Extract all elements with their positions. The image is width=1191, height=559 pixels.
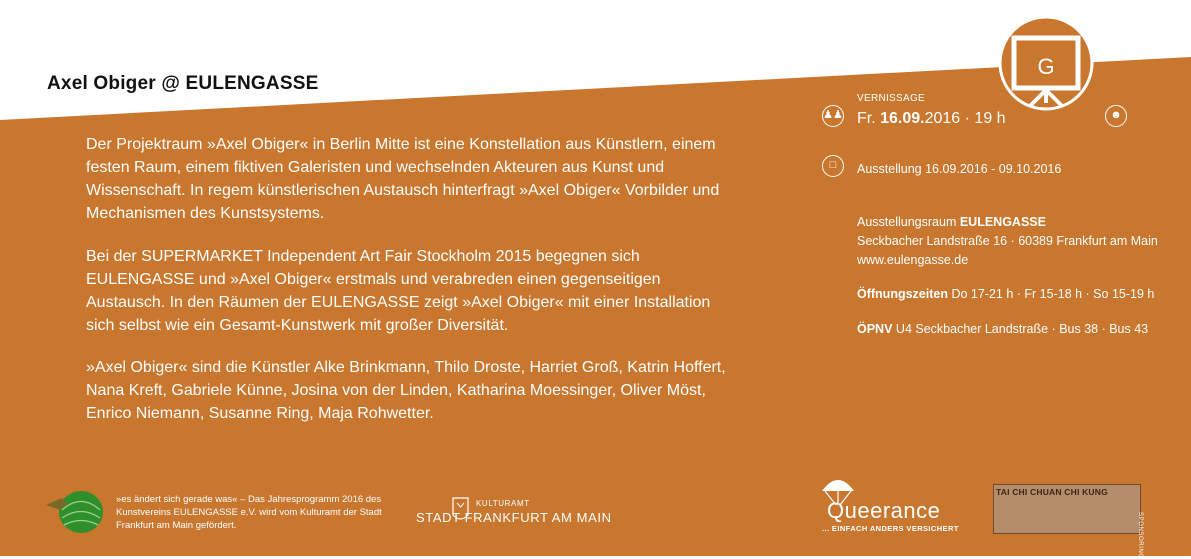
taichi-label: TAI CHI CHUAN CHI KUNG (996, 487, 1108, 497)
people-icon: ☻ (1105, 105, 1127, 127)
description-paragraph-1: Der Projektraum »Axel Obiger« in Berlin Mitte ist eine Konstellation aus Künstlern, einem festen Raum, einem fiktiven Galeristen und wechselnden Akteuren aus Kunst und Wissenschaft. In regem künstlerischen Austausch hinterfragt »Axel Obiger« Vorbilder und Mechanismen des Kunstsystems. (86, 136, 720, 222)
venue-prefix: Ausstellungsraum (857, 215, 957, 229)
eulengasse-logo (1000, 17, 1092, 109)
venue-line (857, 213, 1158, 232)
exhibition-dates: Ausstellung 16.09.2016 - 09.10.2016 (857, 162, 1062, 176)
public-transport (857, 320, 1148, 339)
vernissage-date (857, 110, 1006, 128)
hours-label: Öffnungszeiten (857, 287, 948, 301)
description-paragraph-2: Bei der SUPERMARKET Independent Art Fair Stockholm 2015 begegnen sich EULENGASSE und »Axel Obiger« erstmals und verabreden einen gegenseitigen Austausch. In den Räumen der EULENGASSE zeigt »Axel Obiger« mit einer Installation sich selbst wie ein Gesamt-Kunstwerk mit großer Diversität. (86, 248, 711, 334)
venue-address: Seckbacher Landstraße 16 · 60389 Frankfurt am Main (857, 234, 1158, 248)
hours-value: Do 17-21 h · Fr 15-18 h · So 15-19 h (951, 287, 1155, 301)
logo-letter: G (1037, 54, 1055, 79)
venue-website[interactable]: www.eulengasse.de (857, 253, 969, 267)
venue-name: EULENGASSE (959, 215, 1046, 229)
queerance-tagline: ... EINFACH ANDERS VERSICHERT (822, 524, 959, 533)
vernissage-date-bold: 16.09. (880, 110, 925, 127)
frankfurt-label: STADT FRANKFURT AM MAIN (416, 510, 612, 525)
easel-icon: □ (822, 155, 844, 177)
venue-block (857, 213, 1158, 270)
champagne-glasses-icon: ♟♟ (822, 105, 844, 127)
vernissage-label: VERNISSAGE (857, 93, 926, 104)
page-title: Axel Obiger @ EULENGASSE (47, 73, 319, 94)
queerance-name: Queerance (827, 498, 941, 523)
artists-paragraph: »Axel Obiger« sind die Künstler Alke Brinkmann, Thilo Droste, Harriet Groß, Katrin Hoffert, Nana Kreft, Gabriele Künne, Josina von der Linden, Katharina Moessinger, Oliver Möst, Enrico Niemann, Susanne Ring, Maja Rohwetter. (86, 359, 726, 422)
kulturamt-label: KULTURAMT (476, 499, 530, 508)
funding-note: »es ändert sich gerade was« – Das Jahresprogramm 2016 des Kunstvereins EULENGASSE e.V. wird vom Kulturamt der Stadt Frankfurt am Main gefördert. (116, 494, 382, 531)
sponsoring-label: SPONSORING (1137, 512, 1143, 559)
opnv-value: U4 Seckbacher Landstraße · Bus 38 · Bus 43 (895, 322, 1149, 336)
vernissage-prefix: Fr. (857, 110, 876, 127)
opnv-label: ÖPNV (857, 322, 893, 336)
opening-hours (857, 285, 1154, 304)
vernissage-date-rest: 2016 · 19 h (924, 110, 1006, 127)
